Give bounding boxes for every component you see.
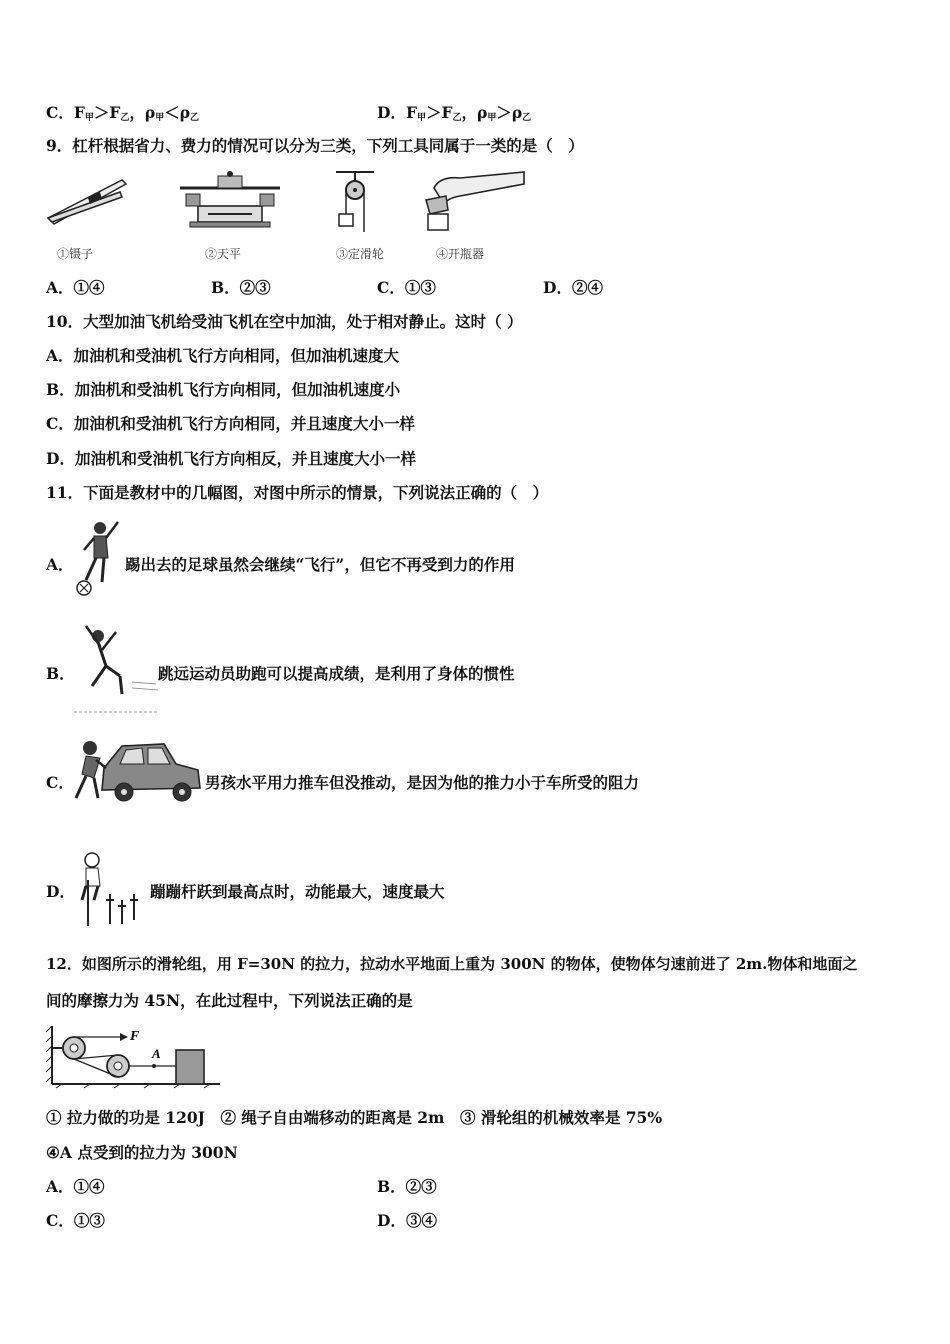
q11-option-b-label[interactable]: B． bbox=[46, 664, 75, 683]
q11-option-a-label[interactable]: A． bbox=[46, 555, 74, 574]
q8-c-sub-4: 乙 bbox=[190, 113, 200, 123]
q8-c-text-4: ＜ρ bbox=[164, 103, 191, 122]
bottle-opener-caption: ④开瓶器 bbox=[436, 247, 485, 261]
q10-option-a[interactable]: A．加油机和受油机飞行方向相同，但加油机速度大 bbox=[46, 346, 400, 365]
q11-option-c-text: 男孩水平用力推车但没推动，是因为他的推力小于车所受的阻力 bbox=[205, 773, 640, 792]
q9-option-c[interactable]: C．①③ bbox=[377, 278, 436, 297]
q8-option-c[interactable] bbox=[46, 103, 199, 128]
q8-c-text-2: ＞F bbox=[93, 103, 121, 122]
q11-option-b-text: 跳远运动员助跑可以提高成绩，是利用了身体的惯性 bbox=[158, 664, 515, 683]
q12-statements-line2: ④A 点受到的拉力为 300N bbox=[46, 1143, 238, 1162]
q9-option-b[interactable]: B．②③ bbox=[211, 278, 271, 297]
q12-option-c[interactable]: C．①③ bbox=[46, 1211, 105, 1230]
q12-option-b[interactable]: B．②③ bbox=[377, 1177, 437, 1196]
q8-c-sub-1: 甲 bbox=[84, 113, 94, 123]
q10-option-c[interactable]: C．加油机和受油机飞行方向相同，并且速度大小一样 bbox=[46, 414, 415, 433]
q8-c-sub-2: 乙 bbox=[120, 113, 130, 123]
q9-option-a[interactable]: A．①④ bbox=[46, 278, 105, 297]
q8-d-text-4: ＞ρ bbox=[496, 103, 523, 122]
q12-stem-line2: 间的摩擦力为 45N，在此过程中，下列说法正确的是 bbox=[46, 991, 413, 1010]
bottle-opener-figure bbox=[420, 170, 528, 232]
q8-d-sub-1: 甲 bbox=[416, 113, 426, 123]
q8-d-text-2: ＞F bbox=[425, 103, 453, 122]
balance-caption: ②天平 bbox=[205, 247, 242, 261]
q11-option-d-text: 蹦蹦杆跃到最高点时，动能最大，速度最大 bbox=[150, 882, 445, 901]
q11-option-a-text: 踢出去的足球虽然会继续“飞行”，但它不再受到力的作用 bbox=[125, 555, 515, 574]
fig-label-a: A bbox=[152, 1046, 161, 1061]
fixed-pulley-caption: ③定滑轮 bbox=[336, 247, 385, 261]
boy-pushing-car-figure bbox=[72, 734, 204, 806]
pogo-stick-figure bbox=[76, 850, 152, 930]
q8-d-text-1: D．F bbox=[377, 103, 417, 122]
q8-d-sub-3: 甲 bbox=[487, 113, 497, 123]
q11-stem: 11．下面是教材中的几幅图，对图中所示的情景，下列说法正确的（ ） bbox=[46, 483, 549, 502]
q12-option-d[interactable]: D．③④ bbox=[377, 1211, 437, 1230]
balance-figure bbox=[178, 170, 282, 232]
q8-d-text-3: ，ρ bbox=[461, 103, 488, 122]
q9-option-d[interactable]: D．②④ bbox=[543, 278, 603, 297]
fixed-pulley-figure bbox=[334, 170, 376, 236]
q8-d-sub-4: 乙 bbox=[522, 113, 532, 123]
q11-option-c-label[interactable]: C． bbox=[46, 773, 74, 792]
q11-option-d-label[interactable]: D． bbox=[46, 882, 75, 901]
q8-c-text-3: ，ρ bbox=[129, 103, 156, 122]
q12-stem-line1: 12．如图所示的滑轮组，用 F=30N 的拉力，拉动水平地面上重为 300N 的物体，使物体匀速前进了 2m.物体和地面之 bbox=[46, 955, 858, 973]
q10-option-d[interactable]: D．加油机和受油机飞行方向相反，并且速度大小一样 bbox=[46, 449, 416, 468]
q12-statements-line1: ① 拉力做的功是 120J ② 绳子自由端移动的距离是 2m ③ 滑轮组的机械效率是 75% bbox=[46, 1108, 663, 1127]
long-jumper-figure bbox=[72, 624, 160, 718]
q10-option-b[interactable]: B．加油机和受油机飞行方向相同，但加油机速度小 bbox=[46, 380, 401, 399]
fig-label-f: F bbox=[130, 1029, 140, 1044]
q8-d-sub-2: 乙 bbox=[452, 113, 462, 123]
q12-option-a[interactable]: A．①④ bbox=[46, 1177, 105, 1196]
q8-c-sub-3: 甲 bbox=[155, 113, 165, 123]
q8-c-text-1: C．F bbox=[46, 103, 85, 122]
tweezers-figure bbox=[44, 172, 130, 232]
q9-stem: 9．杠杆根据省力、费力的情况可以分为三类，下列工具同属于一类的是（ ） bbox=[46, 136, 584, 155]
q8-option-d[interactable] bbox=[377, 103, 531, 128]
pulley-system-figure bbox=[44, 1022, 224, 1088]
soccer-player-figure bbox=[72, 516, 124, 598]
tweezers-caption: ①镊子 bbox=[57, 247, 94, 261]
q10-stem: 10．大型加油飞机给受油飞机在空中加油，处于相对静止。这时（ ） bbox=[46, 312, 523, 331]
